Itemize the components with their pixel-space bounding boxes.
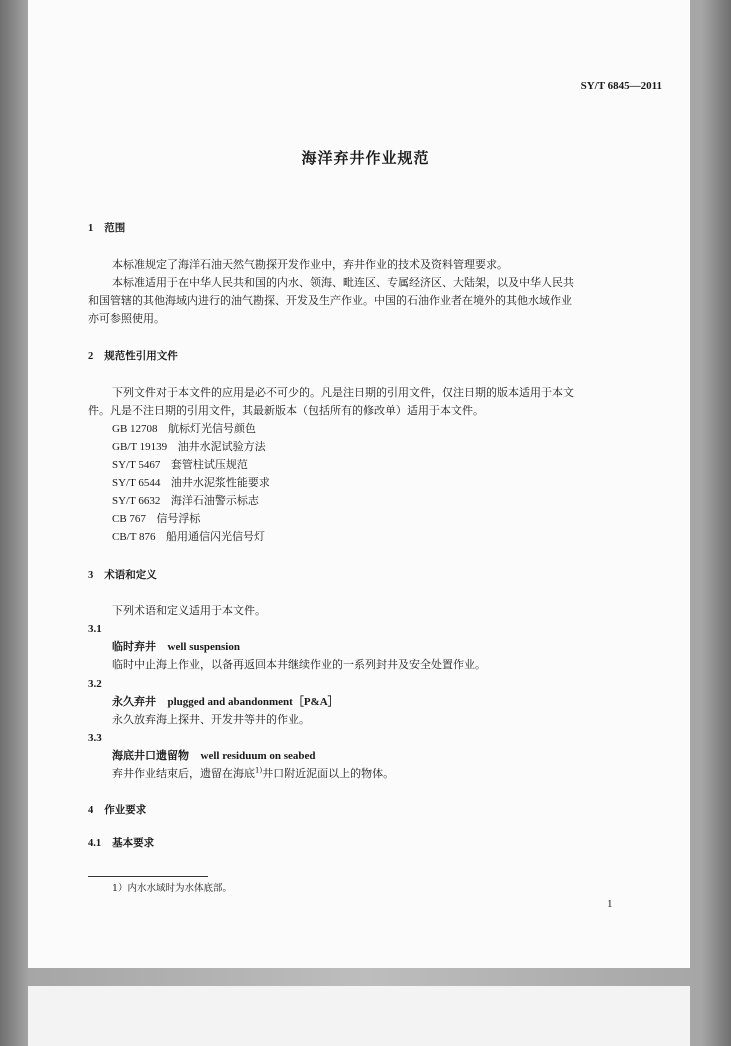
reference-item	[112, 456, 248, 474]
reference-item	[112, 492, 259, 510]
section-number: 4	[88, 805, 94, 816]
term-cn: 海底井口遗留物	[112, 749, 189, 762]
footnote-marker: 1)	[255, 766, 263, 775]
section-number: 3	[88, 570, 94, 581]
reference-name: 油井水泥浆性能要求	[170, 476, 270, 489]
section-2-heading	[88, 347, 178, 366]
section-title: 规范性引用文件	[104, 350, 178, 362]
reference-name: 油井水泥试验方法	[177, 440, 266, 453]
reference-name: 信号浮标	[156, 512, 201, 525]
term-cn: 临时弃井	[112, 640, 156, 653]
reference-item	[112, 528, 265, 546]
reference-code: SY/T 6544	[112, 477, 161, 489]
term-en: plugged and abandonment［P&A］	[167, 696, 339, 708]
section-title: 范围	[104, 222, 126, 234]
term-en: well residuum on seabed	[200, 750, 316, 762]
definition-text: 井口附近泥面以上的物体。	[262, 767, 395, 780]
reference-name: 船用通信闪光信号灯	[166, 530, 266, 543]
subsection-number: 4.1	[88, 838, 102, 849]
section-4-heading	[88, 801, 146, 820]
section-1-heading	[88, 219, 125, 238]
reference-item	[112, 510, 200, 528]
term-number: 3.2	[88, 678, 102, 690]
standard-code: SY/T 6845—2011	[580, 80, 662, 92]
term-en: well suspension	[167, 641, 240, 653]
footnote-divider	[88, 876, 208, 877]
reference-code: CB/T 876	[112, 531, 156, 543]
definition-text: 弃井作业结束后，遗留在海底	[112, 767, 255, 780]
reference-code: SY/T 6632	[112, 495, 161, 507]
reference-code: GB/T 19139	[112, 441, 168, 453]
paragraph-line: 和国管辖的其他海域内进行的油气勘探、开发及生产作业。中国的石油作业者在境外的其他水域作业	[88, 294, 572, 307]
reference-item	[112, 420, 256, 438]
section-title: 术语和定义	[104, 569, 157, 581]
term-heading	[112, 747, 316, 765]
document-title: 海洋弃井作业规范	[301, 149, 430, 167]
paragraph-line: 件。凡是不注日期的引用文件，其最新版本（包括所有的修改单）适用于本文件。	[88, 404, 484, 417]
reference-item	[112, 474, 270, 492]
term-heading	[112, 638, 240, 656]
subsection-title: 基本要求	[112, 837, 155, 849]
paragraph-line: 下列文件对于本文件的应用是必不可少的。凡是注日期的引用文件，仅注日期的版本适用于本文	[112, 386, 574, 399]
footnote: 1）内水水域时为水体底部。	[112, 883, 233, 894]
reference-name: 航标灯光信号颜色	[168, 422, 257, 435]
reference-code: GB 12708	[112, 423, 158, 435]
section-title: 作业要求	[104, 804, 147, 816]
paragraph: 本标准规定了海洋石油天然气勘探开发作业中，弃井作业的技术及资料管理要求。	[112, 258, 508, 271]
next-page-edge	[28, 986, 690, 1046]
paragraph: 下列术语和定义适用于本文件。	[112, 604, 266, 617]
page-number: 1	[607, 898, 613, 910]
term-definition: 永久放弃海上探井、开发井等井的作业。	[112, 713, 310, 726]
term-heading	[112, 693, 339, 711]
term-cn: 永久弃井	[112, 695, 156, 708]
paragraph-line: 亦可参照使用。	[88, 312, 165, 325]
section-3-heading	[88, 566, 157, 585]
paragraph-line: 本标准适用于在中华人民共和国的内水、领海、毗连区、专属经济区、大陆架，以及中华人民共	[112, 276, 574, 289]
reference-name: 套管柱试压规范	[170, 458, 248, 471]
reference-item	[112, 438, 266, 456]
section-number: 2	[88, 351, 94, 362]
reference-code: SY/T 5467	[112, 459, 161, 471]
reference-name: 海洋石油警示标志	[170, 494, 259, 507]
term-definition: 临时中止海上作业，以备再返回本井继续作业的一系列封井及安全处置作业。	[112, 658, 486, 671]
term-number: 3.3	[88, 732, 102, 744]
section-number: 1	[88, 223, 94, 234]
term-definition	[112, 765, 394, 783]
subsection-heading	[88, 834, 154, 853]
reference-code: CB 767	[112, 513, 146, 525]
term-number: 3.1	[88, 623, 102, 635]
